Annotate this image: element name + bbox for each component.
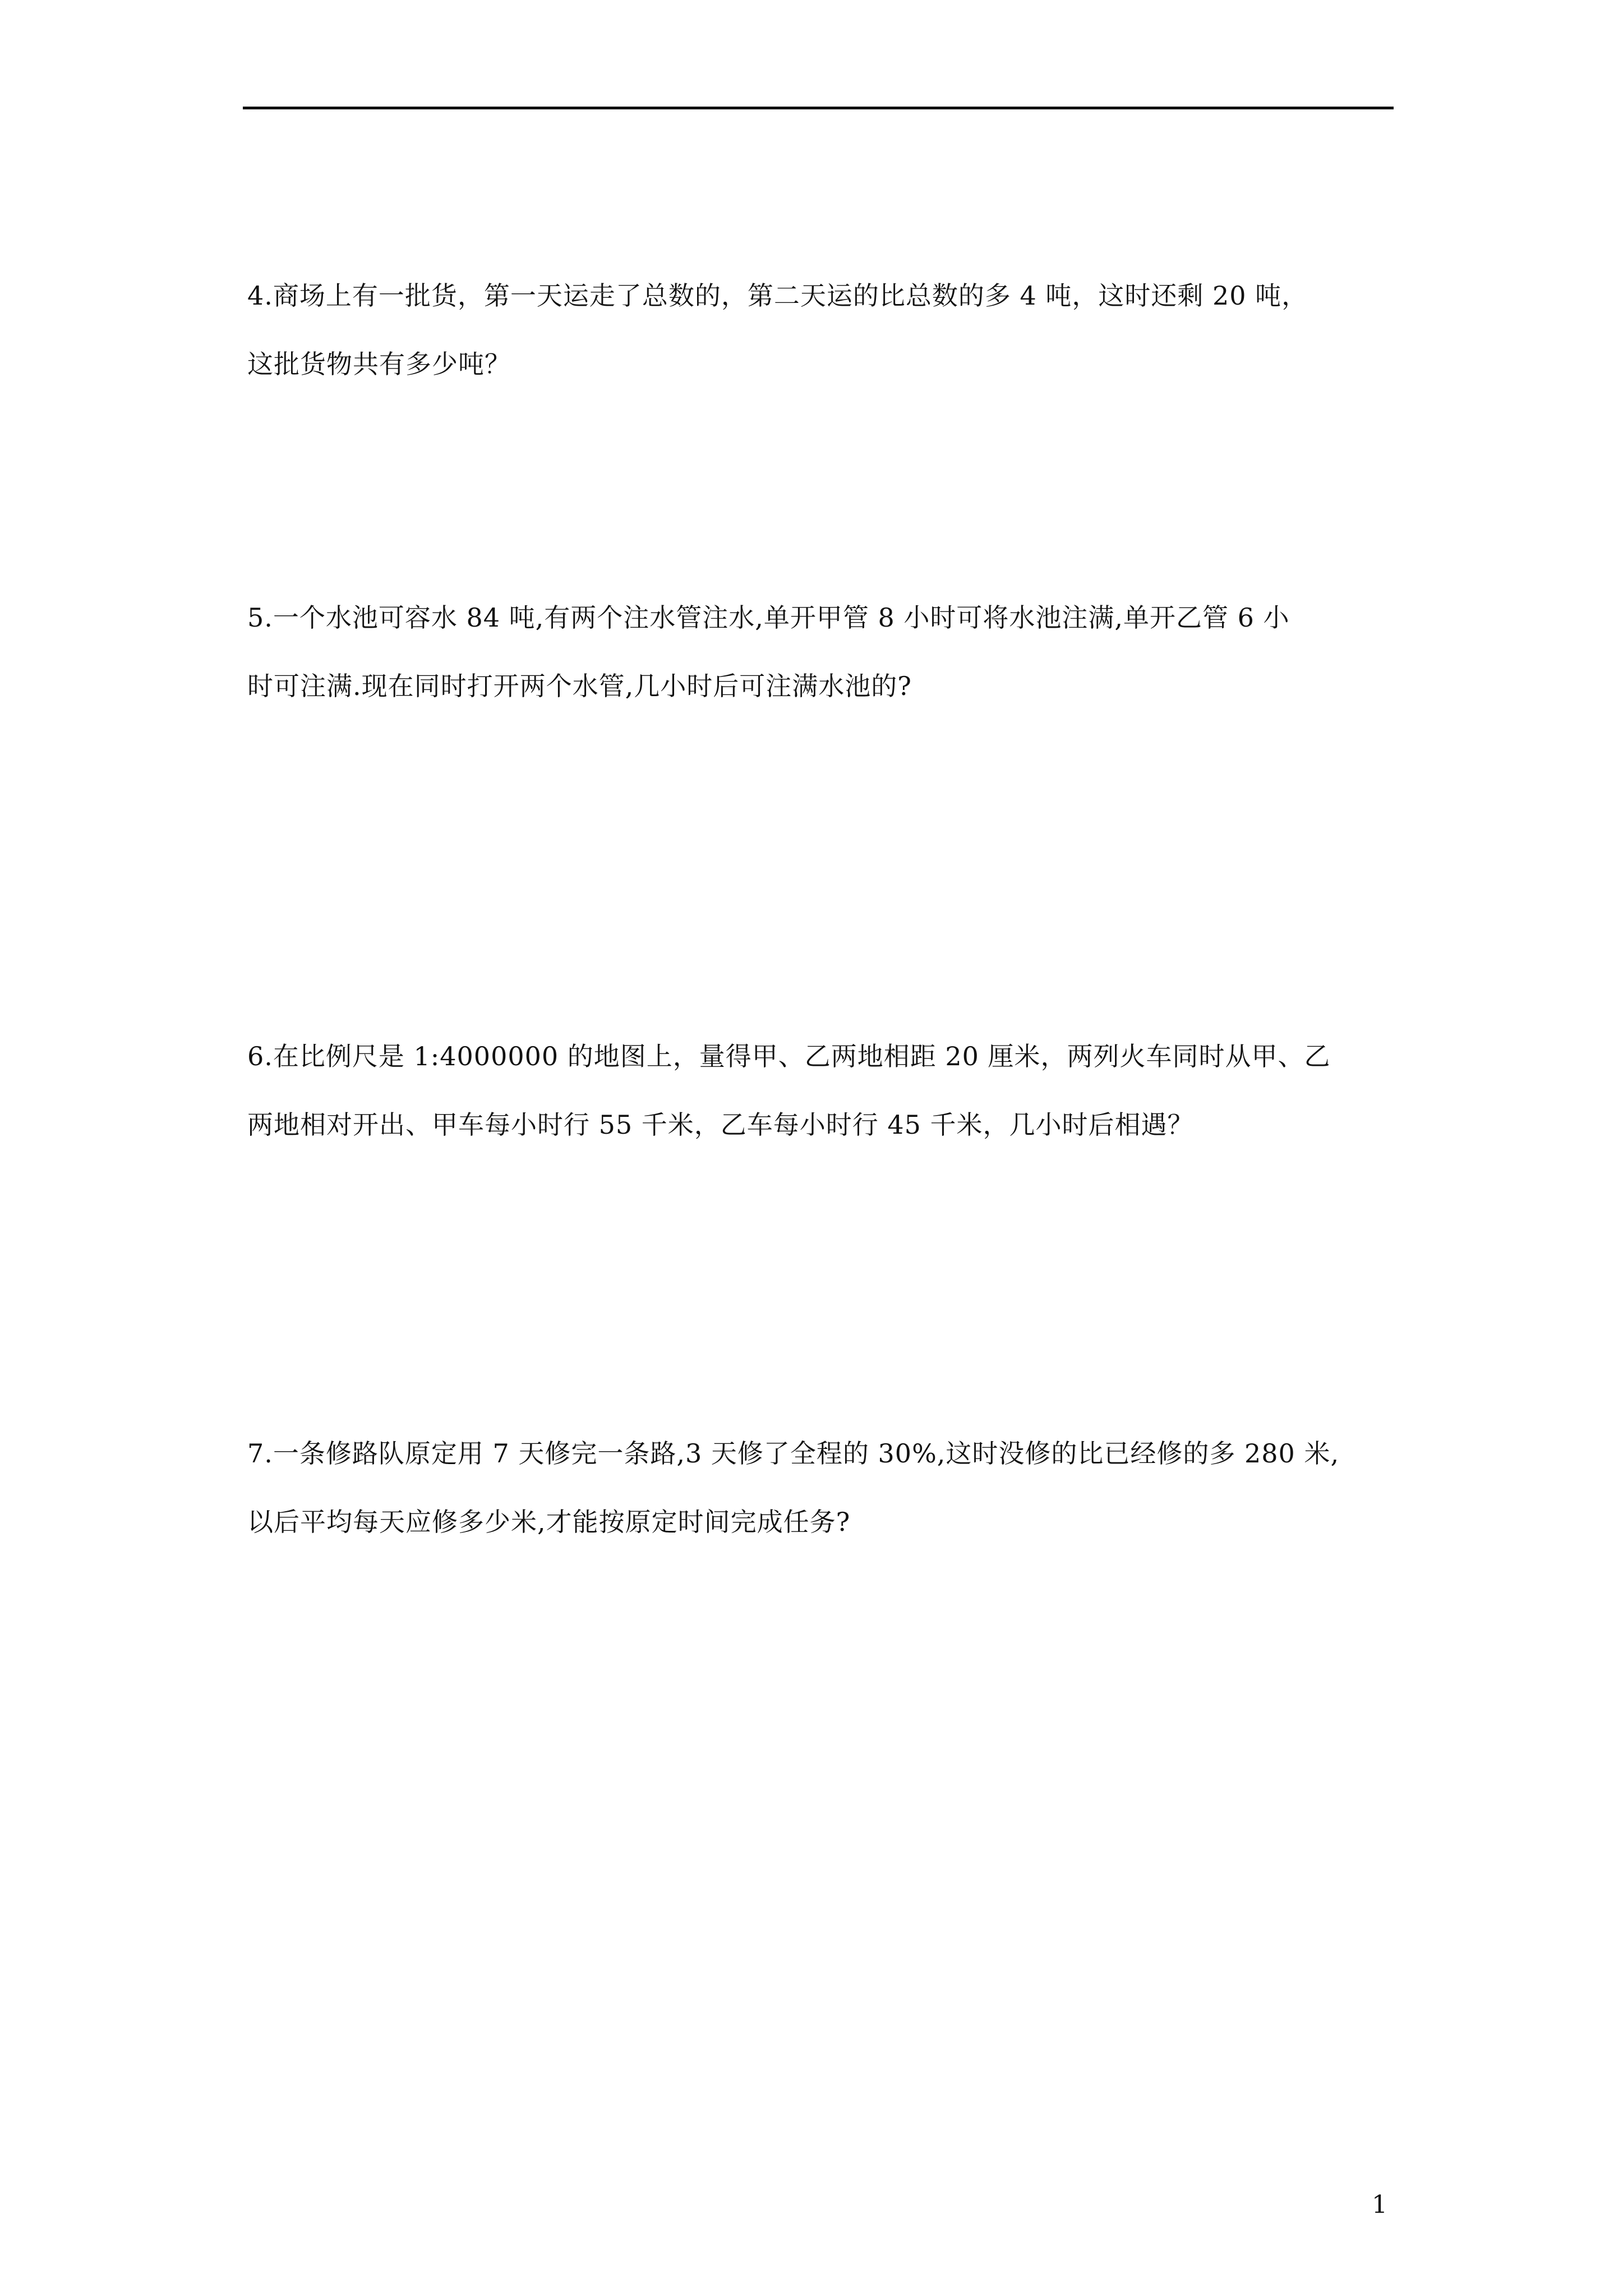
question-4: [247, 279, 1397, 380]
question-text-line: 5.一个水池可容水 84 吨,有两个注水管注水,单开甲管 8 小时可将水池注满,单开乙管 6 小: [247, 602, 1290, 633]
question-text-line: 6.在比例尺是 1:4000000 的地图上，量得甲、乙两地相距 20 厘米，两列火车同时从甲、乙: [247, 1041, 1331, 1071]
question-text-line: 4.商场上有一批货，第一天运走了总数的，第二天运的比总数的多 4 吨，这时还剩 20 吨，: [247, 280, 1308, 311]
question-text-line: 7.一条修路队原定用 7 天修完一条路,3 天修了全程的 30%,这时没修的比已经修的多 280 米,: [247, 1438, 1340, 1469]
question-5: [247, 601, 1397, 702]
question-text-line: 两地相对开出、甲车每小时行 55 千米，乙车每小时行 45 千米，几小时后相遇？: [247, 1110, 1194, 1140]
question-7: [247, 1437, 1397, 1538]
question-text-line: 以后平均每天应修多少米,才能按原定时间完成任务?: [247, 1507, 851, 1537]
question-text-line: 时可注满.现在同时打开两个水管,几小时后可注满水池的?: [247, 671, 912, 701]
page-number: 1: [1372, 2191, 1387, 2219]
question-6: [247, 1040, 1397, 1141]
question-text-line: 这批货物共有多少吨？: [247, 349, 511, 379]
header-rule: [243, 107, 1394, 109]
